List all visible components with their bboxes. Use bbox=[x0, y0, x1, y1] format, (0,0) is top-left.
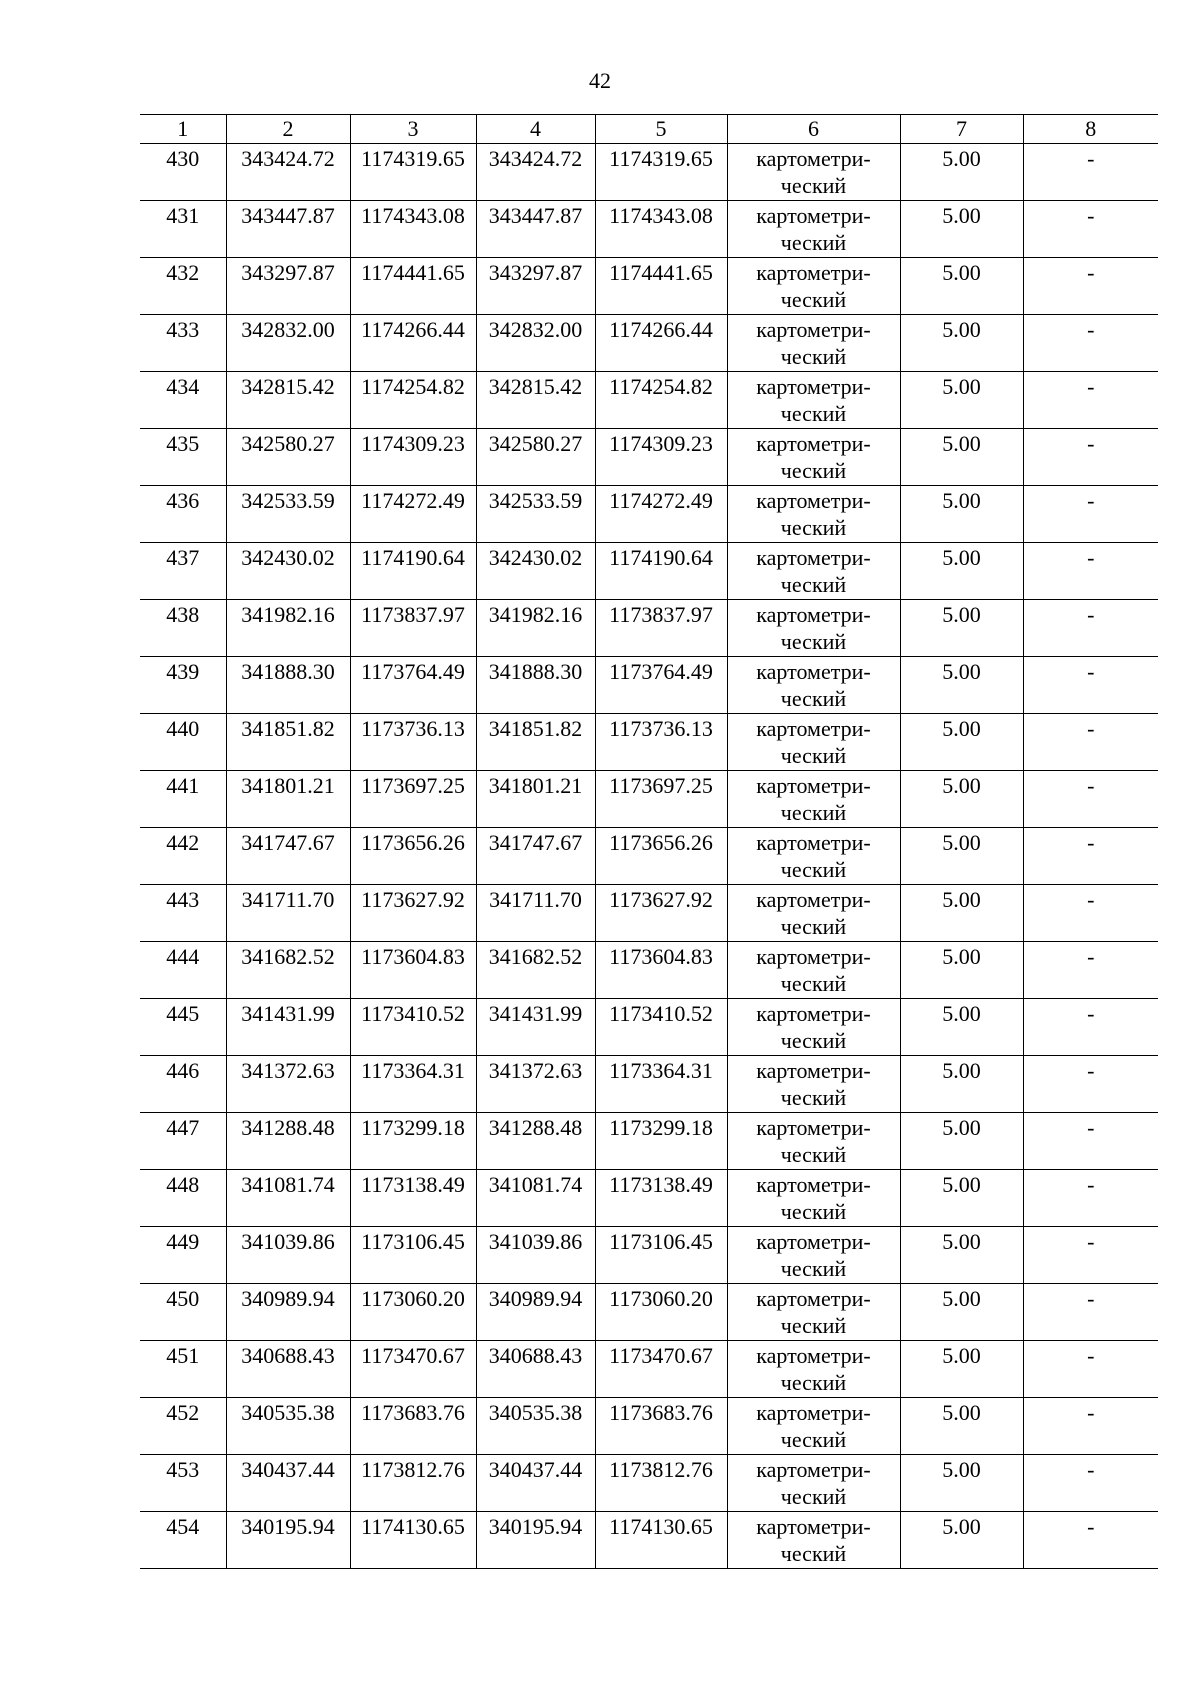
point-number-cell: 451 bbox=[140, 1341, 226, 1398]
method-cell bbox=[727, 543, 900, 600]
accuracy-cell: 5.00 bbox=[900, 999, 1023, 1056]
coord-cell: 1173299.18 bbox=[595, 1113, 727, 1170]
note-cell: - bbox=[1023, 1512, 1158, 1569]
coord-cell: 1173683.76 bbox=[350, 1398, 476, 1455]
coord-cell: 341682.52 bbox=[226, 942, 350, 999]
table-row bbox=[140, 372, 1158, 429]
table-row bbox=[140, 1227, 1158, 1284]
accuracy-cell: 5.00 bbox=[900, 201, 1023, 258]
table-row bbox=[140, 1284, 1158, 1341]
table-header-row bbox=[140, 115, 1158, 144]
method-line-1: картометри- bbox=[756, 374, 871, 399]
coord-cell: 1173138.49 bbox=[350, 1170, 476, 1227]
accuracy-cell: 5.00 bbox=[900, 543, 1023, 600]
method-line-1: картометри- bbox=[756, 1400, 871, 1425]
note-cell: - bbox=[1023, 144, 1158, 201]
accuracy-cell: 5.00 bbox=[900, 144, 1023, 201]
coord-cell: 1173604.83 bbox=[350, 942, 476, 999]
coord-cell: 341747.67 bbox=[226, 828, 350, 885]
note-cell: - bbox=[1023, 315, 1158, 372]
method-line-2: ческий bbox=[780, 1256, 847, 1281]
method-line-2: ческий bbox=[780, 230, 847, 255]
accuracy-cell: 5.00 bbox=[900, 714, 1023, 771]
point-number-cell: 453 bbox=[140, 1455, 226, 1512]
table-row bbox=[140, 600, 1158, 657]
table-row bbox=[140, 999, 1158, 1056]
coord-cell: 341888.30 bbox=[476, 657, 595, 714]
method-line-2: ческий bbox=[780, 743, 847, 768]
coord-cell: 341982.16 bbox=[476, 600, 595, 657]
method-line-1: картометри- bbox=[756, 1457, 871, 1482]
coord-cell: 341039.86 bbox=[226, 1227, 350, 1284]
point-number-cell: 440 bbox=[140, 714, 226, 771]
method-line-1: картометри- bbox=[756, 1001, 871, 1026]
coord-cell: 343297.87 bbox=[226, 258, 350, 315]
coord-cell: 341747.67 bbox=[476, 828, 595, 885]
table-row bbox=[140, 315, 1158, 372]
method-cell bbox=[727, 999, 900, 1056]
method-line-2: ческий bbox=[780, 971, 847, 996]
coord-cell: 341039.86 bbox=[476, 1227, 595, 1284]
coord-cell: 342832.00 bbox=[476, 315, 595, 372]
point-number-cell: 433 bbox=[140, 315, 226, 372]
point-number-cell: 432 bbox=[140, 258, 226, 315]
coord-cell: 1174441.65 bbox=[350, 258, 476, 315]
method-cell bbox=[727, 1227, 900, 1284]
coord-cell: 340535.38 bbox=[226, 1398, 350, 1455]
point-number-cell: 435 bbox=[140, 429, 226, 486]
accuracy-cell: 5.00 bbox=[900, 1113, 1023, 1170]
method-line-2: ческий bbox=[780, 572, 847, 597]
point-number-cell: 442 bbox=[140, 828, 226, 885]
method-line-1: картометри- bbox=[756, 1229, 871, 1254]
coord-cell: 1174130.65 bbox=[350, 1512, 476, 1569]
table-row bbox=[140, 942, 1158, 999]
method-line-2: ческий bbox=[780, 1313, 847, 1338]
note-cell: - bbox=[1023, 372, 1158, 429]
table-row bbox=[140, 543, 1158, 600]
point-number-cell: 450 bbox=[140, 1284, 226, 1341]
coord-cell: 342815.42 bbox=[226, 372, 350, 429]
coord-cell: 1173470.67 bbox=[595, 1341, 727, 1398]
method-line-1: картометри- bbox=[756, 602, 871, 627]
coord-cell: 1173697.25 bbox=[350, 771, 476, 828]
method-line-1: картометри- bbox=[756, 659, 871, 684]
method-cell bbox=[727, 657, 900, 714]
coord-cell: 341431.99 bbox=[476, 999, 595, 1056]
column-header: 4 bbox=[476, 115, 595, 144]
accuracy-cell: 5.00 bbox=[900, 315, 1023, 372]
accuracy-cell: 5.00 bbox=[900, 429, 1023, 486]
method-line-2: ческий bbox=[780, 173, 847, 198]
method-line-1: картометри- bbox=[756, 317, 871, 342]
coord-cell: 342580.27 bbox=[226, 429, 350, 486]
coord-cell: 340688.43 bbox=[476, 1341, 595, 1398]
coord-cell: 341431.99 bbox=[226, 999, 350, 1056]
coord-cell: 1173299.18 bbox=[350, 1113, 476, 1170]
method-line-2: ческий bbox=[780, 1484, 847, 1509]
coord-cell: 343424.72 bbox=[476, 144, 595, 201]
coord-cell: 1173106.45 bbox=[595, 1227, 727, 1284]
column-header: 5 bbox=[595, 115, 727, 144]
coord-cell: 343447.87 bbox=[226, 201, 350, 258]
method-cell bbox=[727, 714, 900, 771]
method-cell bbox=[727, 1056, 900, 1113]
method-line-1: картометри- bbox=[756, 203, 871, 228]
table-row bbox=[140, 486, 1158, 543]
coord-cell: 343297.87 bbox=[476, 258, 595, 315]
coord-cell: 1173627.92 bbox=[350, 885, 476, 942]
accuracy-cell: 5.00 bbox=[900, 1056, 1023, 1113]
method-line-2: ческий bbox=[780, 857, 847, 882]
coord-cell: 1174130.65 bbox=[595, 1512, 727, 1569]
coord-cell: 1174309.23 bbox=[350, 429, 476, 486]
note-cell: - bbox=[1023, 1113, 1158, 1170]
accuracy-cell: 5.00 bbox=[900, 828, 1023, 885]
coord-cell: 1173683.76 bbox=[595, 1398, 727, 1455]
accuracy-cell: 5.00 bbox=[900, 1341, 1023, 1398]
accuracy-cell: 5.00 bbox=[900, 1284, 1023, 1341]
table-row bbox=[140, 258, 1158, 315]
note-cell: - bbox=[1023, 543, 1158, 600]
coord-cell: 1174343.08 bbox=[350, 201, 476, 258]
coord-cell: 340195.94 bbox=[476, 1512, 595, 1569]
coord-cell: 340989.94 bbox=[476, 1284, 595, 1341]
note-cell: - bbox=[1023, 999, 1158, 1056]
accuracy-cell: 5.00 bbox=[900, 1398, 1023, 1455]
table-row bbox=[140, 657, 1158, 714]
point-number-cell: 452 bbox=[140, 1398, 226, 1455]
coord-cell: 1173656.26 bbox=[595, 828, 727, 885]
point-number-cell: 438 bbox=[140, 600, 226, 657]
method-cell bbox=[727, 1284, 900, 1341]
method-line-2: ческий bbox=[780, 1427, 847, 1452]
method-line-1: картометри- bbox=[756, 488, 871, 513]
point-number-cell: 439 bbox=[140, 657, 226, 714]
method-cell bbox=[727, 258, 900, 315]
coord-cell: 1173812.76 bbox=[595, 1455, 727, 1512]
coord-cell: 342580.27 bbox=[476, 429, 595, 486]
table-row bbox=[140, 1113, 1158, 1170]
note-cell: - bbox=[1023, 1056, 1158, 1113]
method-line-1: картометри- bbox=[756, 887, 871, 912]
coord-cell: 343424.72 bbox=[226, 144, 350, 201]
accuracy-cell: 5.00 bbox=[900, 885, 1023, 942]
method-line-2: ческий bbox=[780, 629, 847, 654]
method-line-1: картометри- bbox=[756, 773, 871, 798]
coord-cell: 341711.70 bbox=[226, 885, 350, 942]
method-line-2: ческий bbox=[780, 800, 847, 825]
coord-cell: 341682.52 bbox=[476, 942, 595, 999]
point-number-cell: 454 bbox=[140, 1512, 226, 1569]
method-cell bbox=[727, 372, 900, 429]
note-cell: - bbox=[1023, 1398, 1158, 1455]
note-cell: - bbox=[1023, 885, 1158, 942]
point-number-cell: 430 bbox=[140, 144, 226, 201]
coord-cell: 340688.43 bbox=[226, 1341, 350, 1398]
column-header: 7 bbox=[900, 115, 1023, 144]
coord-cell: 341801.21 bbox=[226, 771, 350, 828]
method-line-1: картометри- bbox=[756, 1514, 871, 1539]
note-cell: - bbox=[1023, 1227, 1158, 1284]
note-cell: - bbox=[1023, 258, 1158, 315]
accuracy-cell: 5.00 bbox=[900, 942, 1023, 999]
coord-cell: 342430.02 bbox=[226, 543, 350, 600]
coord-cell: 1173736.13 bbox=[350, 714, 476, 771]
coord-cell: 1174319.65 bbox=[350, 144, 476, 201]
column-header: 3 bbox=[350, 115, 476, 144]
method-line-1: картометри- bbox=[756, 1115, 871, 1140]
method-cell bbox=[727, 315, 900, 372]
method-cell bbox=[727, 1170, 900, 1227]
coord-cell: 1173364.31 bbox=[595, 1056, 727, 1113]
accuracy-cell: 5.00 bbox=[900, 771, 1023, 828]
point-number-cell: 449 bbox=[140, 1227, 226, 1284]
table-row bbox=[140, 771, 1158, 828]
accuracy-cell: 5.00 bbox=[900, 1512, 1023, 1569]
note-cell: - bbox=[1023, 486, 1158, 543]
coord-cell: 1173060.20 bbox=[350, 1284, 476, 1341]
method-line-2: ческий bbox=[780, 1541, 847, 1566]
coord-cell: 1174272.49 bbox=[595, 486, 727, 543]
coord-cell: 342430.02 bbox=[476, 543, 595, 600]
note-cell: - bbox=[1023, 714, 1158, 771]
coord-cell: 1174309.23 bbox=[595, 429, 727, 486]
coord-cell: 1173837.97 bbox=[595, 600, 727, 657]
coord-cell: 1173697.25 bbox=[595, 771, 727, 828]
accuracy-cell: 5.00 bbox=[900, 600, 1023, 657]
coord-cell: 1173627.92 bbox=[595, 885, 727, 942]
coord-cell: 1174254.82 bbox=[350, 372, 476, 429]
method-line-2: ческий bbox=[780, 287, 847, 312]
method-line-2: ческий bbox=[780, 1028, 847, 1053]
table-row bbox=[140, 429, 1158, 486]
method-cell bbox=[727, 201, 900, 258]
accuracy-cell: 5.00 bbox=[900, 1227, 1023, 1284]
table-row bbox=[140, 714, 1158, 771]
page-number: 42 bbox=[589, 68, 611, 93]
method-cell bbox=[727, 486, 900, 543]
coord-cell: 1174190.64 bbox=[350, 543, 476, 600]
coord-cell: 1174190.64 bbox=[595, 543, 727, 600]
method-cell bbox=[727, 600, 900, 657]
table-body bbox=[140, 144, 1158, 1569]
coord-cell: 340989.94 bbox=[226, 1284, 350, 1341]
method-line-1: картометри- bbox=[756, 1172, 871, 1197]
table-row bbox=[140, 201, 1158, 258]
method-cell bbox=[727, 771, 900, 828]
coord-cell: 340437.44 bbox=[226, 1455, 350, 1512]
coord-cell: 342533.59 bbox=[476, 486, 595, 543]
method-line-2: ческий bbox=[780, 914, 847, 939]
coord-cell: 341372.63 bbox=[476, 1056, 595, 1113]
column-header: 1 bbox=[140, 115, 226, 144]
coord-cell: 1173812.76 bbox=[350, 1455, 476, 1512]
table-row bbox=[140, 1455, 1158, 1512]
coord-cell: 1173470.67 bbox=[350, 1341, 476, 1398]
note-cell: - bbox=[1023, 600, 1158, 657]
point-number-cell: 443 bbox=[140, 885, 226, 942]
coord-cell: 1174272.49 bbox=[350, 486, 476, 543]
table-row bbox=[140, 1341, 1158, 1398]
method-line-1: картометри- bbox=[756, 830, 871, 855]
accuracy-cell: 5.00 bbox=[900, 486, 1023, 543]
method-cell bbox=[727, 1398, 900, 1455]
column-header: 8 bbox=[1023, 115, 1158, 144]
method-cell bbox=[727, 429, 900, 486]
note-cell: - bbox=[1023, 1455, 1158, 1512]
coord-cell: 341711.70 bbox=[476, 885, 595, 942]
note-cell: - bbox=[1023, 1341, 1158, 1398]
coord-cell: 342815.42 bbox=[476, 372, 595, 429]
coord-cell: 341288.48 bbox=[226, 1113, 350, 1170]
accuracy-cell: 5.00 bbox=[900, 258, 1023, 315]
method-line-2: ческий bbox=[780, 686, 847, 711]
note-cell: - bbox=[1023, 429, 1158, 486]
method-line-2: ческий bbox=[780, 1142, 847, 1167]
coord-cell: 341888.30 bbox=[226, 657, 350, 714]
accuracy-cell: 5.00 bbox=[900, 372, 1023, 429]
method-line-2: ческий bbox=[780, 1370, 847, 1395]
coord-cell: 1174319.65 bbox=[595, 144, 727, 201]
method-line-1: картометри- bbox=[756, 1286, 871, 1311]
note-cell: - bbox=[1023, 942, 1158, 999]
point-number-cell: 436 bbox=[140, 486, 226, 543]
coord-cell: 341851.82 bbox=[476, 714, 595, 771]
point-number-cell: 446 bbox=[140, 1056, 226, 1113]
coord-cell: 1173410.52 bbox=[350, 999, 476, 1056]
coord-cell: 341851.82 bbox=[226, 714, 350, 771]
method-cell bbox=[727, 1341, 900, 1398]
coord-cell: 341372.63 bbox=[226, 1056, 350, 1113]
coord-cell: 341081.74 bbox=[476, 1170, 595, 1227]
table-row bbox=[140, 885, 1158, 942]
coord-cell: 1173764.49 bbox=[595, 657, 727, 714]
accuracy-cell: 5.00 bbox=[900, 1455, 1023, 1512]
accuracy-cell: 5.00 bbox=[900, 1170, 1023, 1227]
method-line-1: картометри- bbox=[756, 944, 871, 969]
coord-cell: 1174441.65 bbox=[595, 258, 727, 315]
method-cell bbox=[727, 1455, 900, 1512]
coord-cell: 340535.38 bbox=[476, 1398, 595, 1455]
point-number-cell: 437 bbox=[140, 543, 226, 600]
coord-cell: 341801.21 bbox=[476, 771, 595, 828]
method-line-2: ческий bbox=[780, 1085, 847, 1110]
method-line-2: ческий bbox=[780, 1199, 847, 1224]
coord-cell: 342533.59 bbox=[226, 486, 350, 543]
coord-cell: 1173736.13 bbox=[595, 714, 727, 771]
method-cell bbox=[727, 885, 900, 942]
coord-cell: 1173106.45 bbox=[350, 1227, 476, 1284]
coord-cell: 1173060.20 bbox=[595, 1284, 727, 1341]
method-line-2: ческий bbox=[780, 458, 847, 483]
table-row bbox=[140, 1056, 1158, 1113]
coord-cell: 341081.74 bbox=[226, 1170, 350, 1227]
method-line-1: картометри- bbox=[756, 716, 871, 741]
method-cell bbox=[727, 1113, 900, 1170]
coord-cell: 341982.16 bbox=[226, 600, 350, 657]
table-row bbox=[140, 828, 1158, 885]
coord-cell: 1173764.49 bbox=[350, 657, 476, 714]
point-number-cell: 434 bbox=[140, 372, 226, 429]
method-cell bbox=[727, 144, 900, 201]
method-line-2: ческий bbox=[780, 401, 847, 426]
point-number-cell: 441 bbox=[140, 771, 226, 828]
coordinates-table bbox=[140, 114, 1158, 1569]
accuracy-cell: 5.00 bbox=[900, 657, 1023, 714]
coord-cell: 342832.00 bbox=[226, 315, 350, 372]
point-number-cell: 431 bbox=[140, 201, 226, 258]
method-line-1: картометри- bbox=[756, 431, 871, 456]
column-header: 6 bbox=[727, 115, 900, 144]
method-cell bbox=[727, 828, 900, 885]
note-cell: - bbox=[1023, 201, 1158, 258]
coord-cell: 1173410.52 bbox=[595, 999, 727, 1056]
note-cell: - bbox=[1023, 828, 1158, 885]
point-number-cell: 445 bbox=[140, 999, 226, 1056]
coord-cell: 1174254.82 bbox=[595, 372, 727, 429]
point-number-cell: 444 bbox=[140, 942, 226, 999]
point-number-cell: 447 bbox=[140, 1113, 226, 1170]
note-cell: - bbox=[1023, 657, 1158, 714]
note-cell: - bbox=[1023, 771, 1158, 828]
note-cell: - bbox=[1023, 1170, 1158, 1227]
method-cell bbox=[727, 942, 900, 999]
column-header: 2 bbox=[226, 115, 350, 144]
method-line-1: картометри- bbox=[756, 1058, 871, 1083]
method-line-1: картометри- bbox=[756, 146, 871, 171]
method-cell bbox=[727, 1512, 900, 1569]
method-line-1: картометри- bbox=[756, 260, 871, 285]
table-row bbox=[140, 1512, 1158, 1569]
method-line-1: картометри- bbox=[756, 545, 871, 570]
method-line-2: ческий bbox=[780, 344, 847, 369]
coord-cell: 1174343.08 bbox=[595, 201, 727, 258]
coord-cell: 1173604.83 bbox=[595, 942, 727, 999]
table-row bbox=[140, 1398, 1158, 1455]
method-line-2: ческий bbox=[780, 515, 847, 540]
coord-cell: 343447.87 bbox=[476, 201, 595, 258]
point-number-cell: 448 bbox=[140, 1170, 226, 1227]
note-cell: - bbox=[1023, 1284, 1158, 1341]
coord-cell: 340437.44 bbox=[476, 1455, 595, 1512]
coord-cell: 341288.48 bbox=[476, 1113, 595, 1170]
coord-cell: 340195.94 bbox=[226, 1512, 350, 1569]
coord-cell: 1173364.31 bbox=[350, 1056, 476, 1113]
method-line-1: картометри- bbox=[756, 1343, 871, 1368]
coord-cell: 1173837.97 bbox=[350, 600, 476, 657]
coord-cell: 1173656.26 bbox=[350, 828, 476, 885]
table-row bbox=[140, 144, 1158, 201]
coord-cell: 1174266.44 bbox=[350, 315, 476, 372]
coord-cell: 1174266.44 bbox=[595, 315, 727, 372]
table-row bbox=[140, 1170, 1158, 1227]
coord-cell: 1173138.49 bbox=[595, 1170, 727, 1227]
